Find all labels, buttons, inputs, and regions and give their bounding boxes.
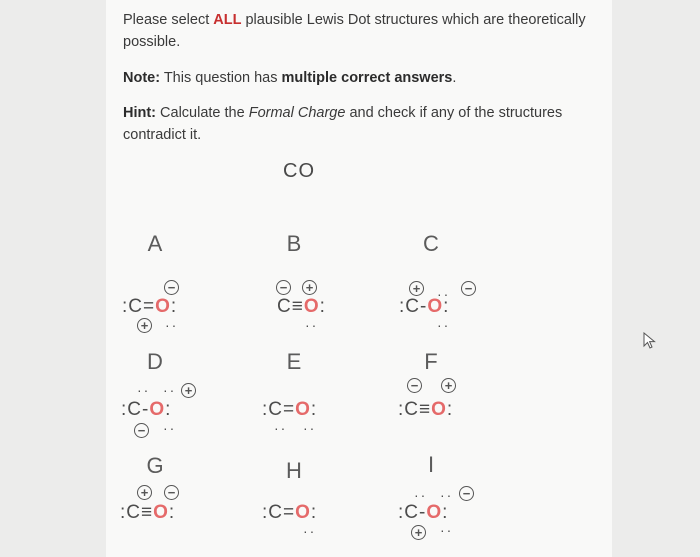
oxygen-atom: O [303,296,320,317]
note-text [123,67,593,89]
lone-pair-dots: ·· [437,317,451,333]
question-text-part: possible. [123,34,181,50]
structure-text: : [165,399,172,420]
negative-charge-icon: − [459,486,474,501]
lone-pair-dots: ·· [414,487,428,503]
lone-pair-dots: ·· [163,420,177,436]
structure-text: :C- [121,399,150,420]
lone-pair-dots: ·· [437,286,451,302]
structure-text: :C= [262,399,296,420]
lewis-structure-h[interactable] [262,502,317,524]
lone-pair-dots: ·· [303,420,317,436]
option-label-e: E [286,349,302,374]
lewis-structure-a[interactable] [122,296,177,318]
lewis-structure-e[interactable] [262,399,317,421]
positive-charge-icon: + [181,383,196,398]
lone-pair-dots: ·· [440,522,454,538]
oxygen-atom: O [295,399,311,420]
hint-text-part: Calculate the [156,105,249,121]
question-text-part: plausible Lewis Dot structures which are theoretically [241,12,586,28]
positive-charge-icon: + [302,280,317,295]
negative-charge-icon: − [164,485,179,500]
option-label-h: H [286,458,302,483]
question-text [123,9,593,53]
lone-pair-dots: ·· [163,382,177,398]
structure-text: :C- [399,296,428,317]
hint-text [123,102,593,146]
option-label-c: C [423,231,439,256]
structure-text: :C≡ [120,502,154,523]
molecule-title: CO [283,160,315,182]
oxygen-atom: O [153,502,169,523]
lewis-structure-f[interactable] [398,399,453,421]
structure-text: : [310,399,318,420]
positive-charge-icon: + [411,525,426,540]
negative-charge-icon: − [164,280,179,295]
lone-pair-dots: ·· [137,382,151,398]
structure-text: : [310,502,318,523]
option-label-g: G [146,453,164,478]
option-label-d: D [147,349,163,374]
structure-text: : [442,502,449,523]
structure-text: : [168,502,176,523]
hint-italic: Formal Charge [248,105,346,121]
lone-pair-dots: ·· [165,317,179,333]
note-text-part: This question has [160,70,282,86]
oxygen-atom: O [295,502,311,523]
hint-text-part: contradict it. [123,127,202,143]
lone-pair-dots: ·· [305,317,319,333]
negative-charge-icon: − [134,423,149,438]
positive-charge-icon: + [137,485,152,500]
lone-pair-dots: ·· [303,523,317,539]
option-label-f: F [424,349,438,374]
negative-charge-icon: − [276,280,291,295]
lewis-structure-d[interactable] [121,399,171,421]
negative-charge-icon: − [407,378,422,393]
negative-charge-icon: − [461,281,476,296]
structure-text: : [443,296,450,317]
hint-label: Hint: [123,105,157,121]
positive-charge-icon: + [137,318,152,333]
note-emphasis: multiple correct answers [281,70,453,86]
structure-text: : [170,296,178,317]
structure-text: : [319,296,326,317]
option-label-a: A [147,231,163,256]
option-label-b: B [286,231,302,256]
hint-text-part: and check if any of the structures [345,105,563,121]
positive-charge-icon: + [441,378,456,393]
structure-text: C≡ [277,296,304,317]
structure-text: :C- [398,502,427,523]
option-label-i: I [427,452,435,477]
lone-pair-dots: ·· [274,420,288,436]
oxygen-atom: O [155,296,171,317]
structure-text: :C≡ [398,399,432,420]
lewis-structure-c[interactable] [399,296,449,318]
oxygen-atom: O [427,296,444,317]
question-emphasis: ALL [213,12,242,28]
positive-charge-icon: + [409,281,424,296]
oxygen-atom: O [426,502,443,523]
lewis-structure-g[interactable] [120,502,175,524]
lewis-structure-i[interactable] [398,502,448,524]
structure-text: : [446,399,454,420]
lewis-structure-b[interactable] [277,296,326,318]
oxygen-atom: O [431,399,447,420]
oxygen-atom: O [149,399,166,420]
structure-text: :C= [122,296,156,317]
question-text-part: Please select [123,12,214,28]
structure-text: :C= [262,502,296,523]
note-label: Note: [123,70,161,86]
mouse-cursor-icon [643,332,657,350]
note-text-part: . [452,70,457,86]
lone-pair-dots: ·· [440,487,454,503]
